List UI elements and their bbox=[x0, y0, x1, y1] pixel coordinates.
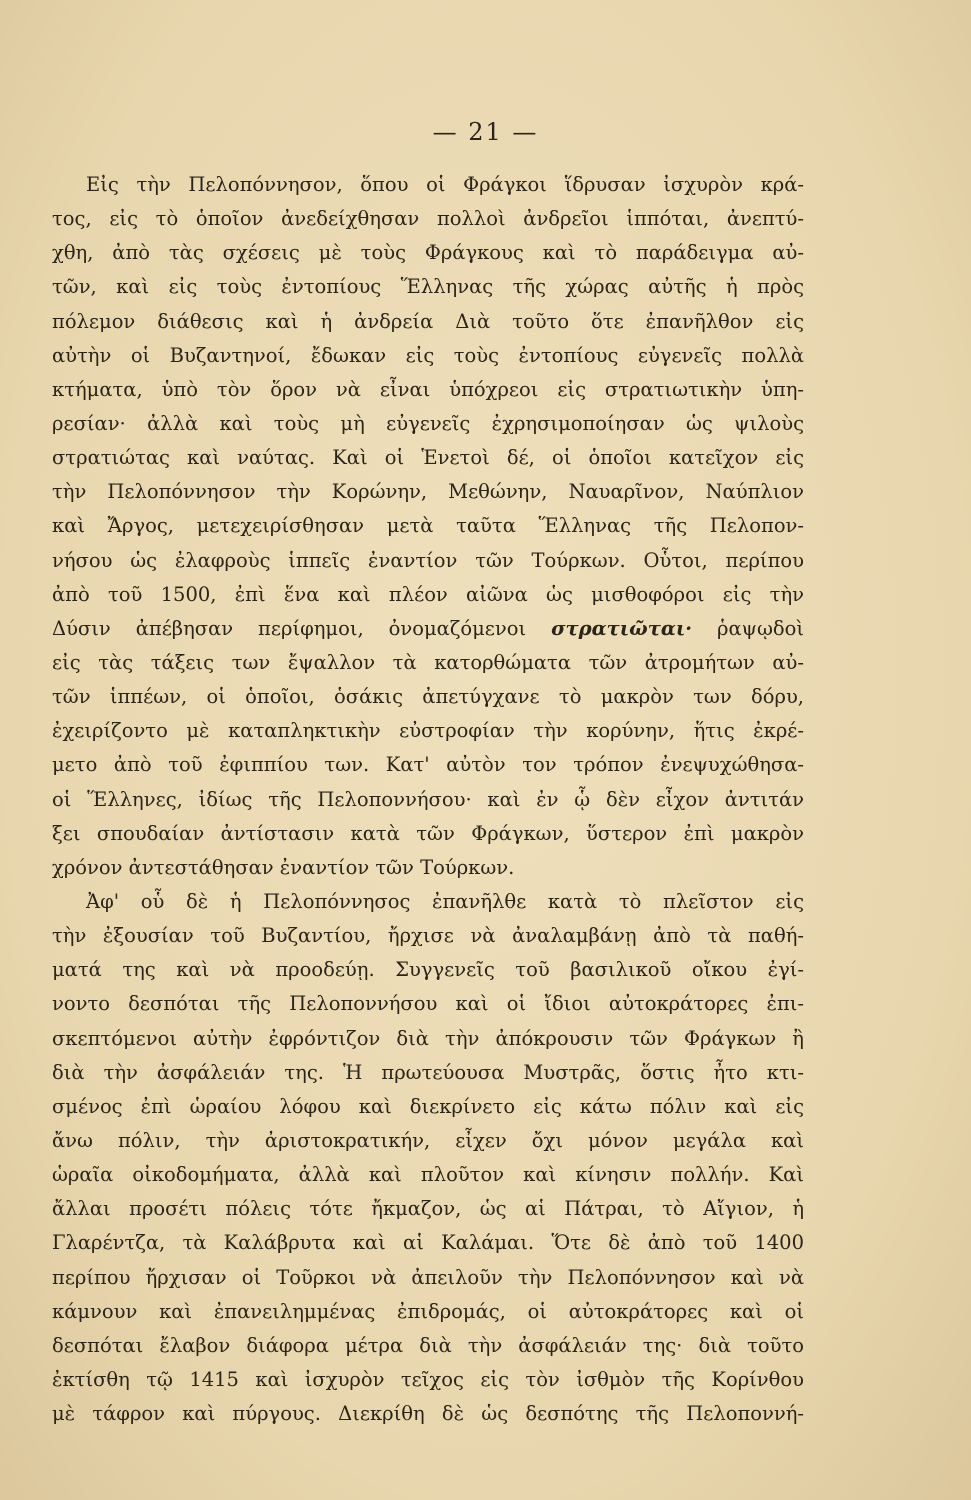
text-line: τῶν, καὶ εἰς τοὺς ἐντοπίους Ἕλληνας τῆς χώρας αὐτῆς ἡ πρὸς bbox=[52, 275, 804, 299]
emphasized-term: στρατιῶται· bbox=[551, 616, 693, 640]
text-line: ρεσίαν· ἀλλὰ καὶ τοὺς μὴ εὐγενεῖς ἐχρησιμοποίησαν ὡς ψιλοὺς bbox=[52, 411, 804, 435]
text-line: μὲ τάφρον καὶ πύργους. Διεκρίθη δὲ ὡς δεσπότης τῆς Πελοποννή- bbox=[52, 1402, 804, 1426]
text-line: ξει σπουδαίαν ἀντίστασιν κατὰ τῶν Φράγκων, ὕστερον ἐπὶ μακρὸν bbox=[52, 821, 804, 845]
body-text bbox=[52, 168, 804, 1431]
text-line: μετο ἀπὸ τοῦ ἐφιππίου των. Κατ' αὐτὸν τον τρόπον ἐνεψυχώθησα- bbox=[52, 753, 804, 777]
text-line: ἐκτίσθη τῷ 1415 καὶ ἰσχυρὸν τεῖχος εἰς τὸν ἰσθμὸν τῆς Κορίνθου bbox=[52, 1367, 804, 1391]
text-line: καὶ Ἄργος, μετεχειρίσθησαν μετὰ ταῦτα Ἕλληνας τῆς Πελοπον- bbox=[52, 514, 804, 538]
text-line: κτήματα, ὑπὸ τὸν ὅρον νὰ εἶναι ὑπόχρεοι εἰς στρατιωτικὴν ὑπη- bbox=[52, 377, 804, 401]
text-line: νοντο δεσπόται τῆς Πελοποννήσου καὶ οἱ ἴδιοι αὐτοκράτορες ἐπι- bbox=[52, 992, 804, 1016]
text-line: χρόνον ἀντεστάθησαν ἐναντίον τῶν Τούρκων. bbox=[52, 855, 515, 879]
text-line: οἱ Ἕλληνες, ἰδίως τῆς Πελοποννήσου· καὶ ἐν ᾧ δὲν εἶχον ἀντιτάν bbox=[52, 787, 804, 811]
text-line: ἐχειρίζοντο μὲ καταπληκτικὴν εὐστροφίαν τὴν κορύνην, ἥτις ἐκρέ- bbox=[52, 719, 804, 743]
text-line: Ἀφ' οὗ δὲ ἡ Πελοπόννησος ἐπανῆλθε κατὰ τὸ πλεῖστον εἰς bbox=[86, 889, 804, 913]
text-line: Εἰς τὴν Πελοπόννησον, ὅπου οἱ Φράγκοι ἵδρυσαν ἰσχυρὸν κρά- bbox=[86, 173, 804, 196]
text-line: ἄνω πόλιν, τὴν ἀριστοκρατικήν, εἶχεν ὄχι μόνον μεγάλα καὶ bbox=[52, 1128, 804, 1152]
text-line: ἄλλαι προσέτι πόλεις τότε ἤκμαζον, ὡς αἱ Πάτραι, τὸ Αἴγιον, ἡ bbox=[52, 1197, 804, 1221]
text-line: τὴν Πελοπόννησον τὴν Κορώνην, Μεθώνην, Ναυαρῖνον, Ναύπλιον bbox=[52, 480, 804, 504]
text-line: ὡραῖα οἰκοδομήματα, ἀλλὰ καὶ πλοῦτον καὶ κίνησιν πολλήν. Καὶ bbox=[52, 1163, 804, 1187]
text-line: αὐτὴν οἱ Βυζαντηνοί, ἔδωκαν εἰς τοὺς ἐντοπίους εὐγενεῖς πολλὰ bbox=[52, 343, 804, 367]
text-line: Γλαρέντζα, τὰ Καλάβρυτα καὶ αἱ Καλάμαι. Ὅτε δὲ ἀπὸ τοῦ 1400 bbox=[52, 1231, 804, 1255]
text-line: στρατιώτας καὶ ναύτας. Καὶ οἱ Ἑνετοὶ δέ, οἱ ὁποῖοι κατεῖχον εἰς bbox=[52, 446, 804, 470]
text-line: ἀπὸ τοῦ 1500, ἐπὶ ἕνα καὶ πλέον αἰῶνα ὡς μισθοφόροι εἰς τὴν bbox=[52, 582, 804, 606]
text-line: χθη, ἀπὸ τὰς σχέσεις μὲ τοὺς Φράγκους καὶ τὸ παράδειγμα αὐ- bbox=[52, 241, 804, 265]
text-line: τὴν ἐξουσίαν τοῦ Βυζαντίου, ἤρχισε νὰ ἀναλαμβάνῃ ἀπὸ τὰ παθή- bbox=[52, 924, 804, 948]
text-line: Δύσιν ἀπέβησαν περίφημοι, ὀνομαζόμενοι στρατιῶται· ῥαψῳδοὶ bbox=[52, 616, 804, 640]
text-line: διὰ τὴν ἀσφάλειάν της. Ἡ πρωτεύουσα Μυστρᾶς, ὅστις ἦτο κτι- bbox=[52, 1060, 804, 1084]
text-line: νήσου ὡς ἐλαφροὺς ἱππεῖς ἐναντίον τῶν Τούρκων. Οὗτοι, περίπου bbox=[52, 548, 804, 572]
text-line: δεσπόται ἔλαβον διάφορα μέτρα διὰ τὴν ἀσφάλειάν της· διὰ τοῦτο bbox=[52, 1333, 804, 1357]
text-line: τῶν ἱππέων, οἱ ὁποῖοι, ὁσάκις ἀπετύγχανε τὸ μακρὸν των δόρυ, bbox=[52, 685, 804, 709]
text-line: κάμνουν καὶ ἐπανειλημμένας ἐπιδρομάς, οἱ αὐτοκράτορες καὶ οἱ bbox=[52, 1299, 804, 1323]
text-line: σμένος ἐπὶ ὡραίου λόφου καὶ διεκρίνετο εἰς κάτω πόλιν καὶ εἰς bbox=[52, 1094, 804, 1118]
text-line: περίπου ἤρχισαν οἱ Τοῦρκοι νὰ ἀπειλοῦν τὴν Πελοπόννησον καὶ νὰ bbox=[52, 1265, 804, 1289]
page-number: — 21 — bbox=[432, 118, 539, 146]
text-line: εἰς τὰς τάξεις των ἔψαλλον τὰ κατορθώματα τῶν ἀτρομήτων αὐ- bbox=[52, 650, 804, 674]
text-line: ματά της καὶ νὰ προοδεύῃ. Συγγενεῖς τοῦ βασιλικοῦ οἴκου ἐγί- bbox=[52, 958, 804, 982]
text-line: σκεπτόμενοι αὐτὴν ἐφρόντιζον διὰ τὴν ἀπόκρουσιν τῶν Φράγκων ἢ bbox=[52, 1026, 804, 1050]
text-line: πόλεμον διάθεσις καὶ ἡ ἀνδρεία Διὰ τοῦτο ὅτε ἐπανῆλθον εἰς bbox=[52, 309, 804, 333]
text-line: τος, εἰς τὸ ὁποῖον ἀνεδείχθησαν πολλοὶ ἀνδρεῖοι ἱππόται, ἀνεπτύ- bbox=[52, 207, 804, 231]
